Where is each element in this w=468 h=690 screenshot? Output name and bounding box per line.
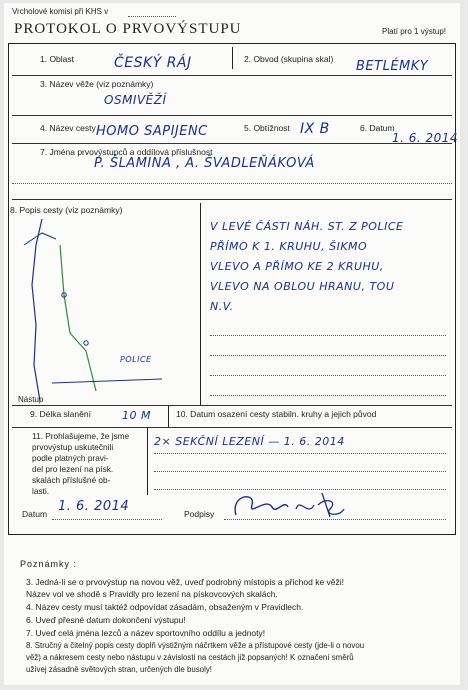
rock-outline: [32, 219, 42, 401]
datum2-value: 1. 6. 2014: [58, 499, 130, 514]
note-line: 6. Uveď přesné datum dokončení výstupu!: [26, 615, 186, 625]
note-line: 8. Stručný a čitelný popis cesty doplň výstižným náčrtkem věže a přístupové cesty (jde-li o novou: [26, 641, 365, 650]
prohlaseni-line: skalách příslušné ob-: [32, 475, 111, 485]
note-line: 3. Jedná-li se o prvovýstup na novou věž, uveď podrobný místopis a přichod ke věži!: [26, 577, 345, 587]
page-title: PROTOKOL O PRVOVÝSTUPU: [14, 21, 242, 37]
sketch-police-label: POLICE: [120, 355, 152, 364]
jmena-value: P. ŠLAMINA , A. ŠVADLEŇÁKOVÁ: [94, 156, 315, 171]
obvod-label: 2. Obvod (skupina skal): [244, 54, 334, 64]
prohlaseni-line: lasti.: [32, 486, 50, 496]
notes-title: Poznámky :: [20, 559, 78, 569]
note-line: 7. Uveď celá jména lezců a název sportovního oddílu a jednoty!: [26, 628, 266, 638]
prohlaseni-line: podle platných pravi-: [32, 453, 109, 463]
podpisy-label: Podpisy: [184, 509, 215, 519]
obtiznost-value: IX B: [300, 121, 330, 137]
osazeni-label: 10. Datum osazení cesty stabiln. kruhy a jejich původ: [176, 409, 377, 419]
popis-line: VLEVO A PŘÍMO KE 2 KRUHU,: [210, 260, 384, 273]
committee-label: Vrcholové komisi při KHS v: [12, 7, 109, 16]
ring-2: [84, 341, 88, 345]
oblast-label: 1. Oblast: [40, 54, 75, 64]
popis-line: V LEVÉ ČÁSTI NÁH. ST. Z POLICE: [210, 220, 404, 233]
jmena-label: 7. Jména prvovýstupců a oddílová příslušnost: [40, 147, 213, 157]
route-sketch: [12, 215, 202, 401]
validity-note: Platí pro 1 výstup!: [382, 27, 447, 36]
vez-value: OSMIVĚŽÍ: [104, 93, 167, 107]
oblast-value: ČESKÝ RÁJ: [114, 55, 192, 71]
prohlaseni-line: del pro lezení na písk.: [32, 464, 114, 474]
tower-top: [24, 233, 56, 245]
obvod-value: BETLÉMKY: [356, 59, 429, 74]
note-line: Název vol ve shodě s Pravidly pro lezení na pískovcových skalách.: [26, 589, 278, 599]
route-line: [60, 245, 96, 391]
ledge-line: [52, 379, 162, 383]
obtiznost-label: 5. Obtížnost: [244, 123, 290, 133]
datum-label: 6. Datum: [360, 123, 395, 133]
signatures: [226, 487, 356, 523]
osazeni-value: 2× SEKČNÍ LEZENÍ — 1. 6. 2014: [154, 435, 345, 448]
popis-line: N.V.: [210, 300, 234, 313]
popis-text: [210, 217, 403, 317]
slaneni-value: 10 M: [122, 409, 151, 422]
note-line: 4. Název cesty musí taktéž odpovídat zásadám, obsaženým v Pravidlech.: [26, 602, 304, 612]
cesta-label: 4. Název cesty: [40, 123, 96, 133]
nastup-label: Nástup: [18, 395, 44, 404]
popis-label: 8. Popis cesty (viz poznámky): [10, 205, 123, 215]
cesta-value: HOMO SAPIJENC: [96, 124, 208, 139]
datum-value: 1. 6. 2014: [392, 131, 459, 145]
popis-line: PŘÍMO K 1. KRUHU, ŠIKMO: [210, 240, 368, 253]
note-line: užívej zásadně světových stran, určených dle busoly!: [26, 665, 212, 674]
vez-label: 3. Název věže (viz poznámky): [40, 79, 154, 89]
slaneni-label: 9. Délka slanění: [30, 409, 91, 419]
prohlaseni-line: prvovýstup uskutečnili: [32, 442, 114, 452]
protocol-sheet: [4, 3, 460, 685]
popis-line: VLEVO NA OBLOU HRANU, TOU: [210, 280, 395, 293]
prohlaseni-line: 11. Prohlašujeme, že jsme: [32, 431, 130, 441]
note-line: věž) a nákresem cesty nebo nástupu v závislosti na cestách již popsaných! K označení směrů: [26, 653, 354, 662]
datum2-label: Datum: [22, 509, 48, 519]
prohlaseni-text: [32, 431, 129, 497]
